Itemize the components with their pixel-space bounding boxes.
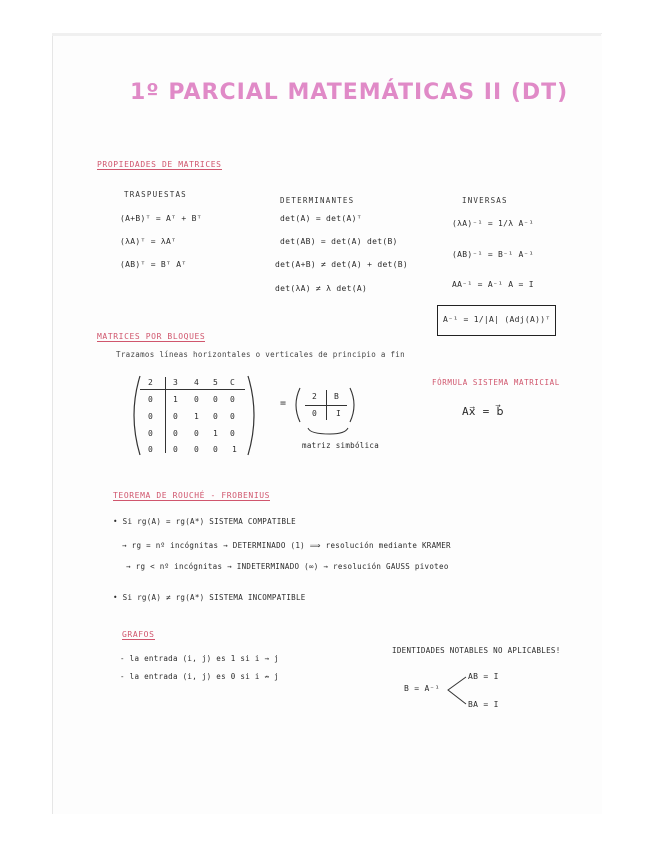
identity-top: AB = I bbox=[468, 672, 499, 681]
block-cell: 2 bbox=[312, 392, 318, 401]
block-cell: I bbox=[336, 409, 342, 418]
system-heading: FÓRMULA SISTEMA MATRICIAL bbox=[432, 378, 560, 387]
matrix-cell: 4 bbox=[194, 378, 200, 387]
page-title: 1º PARCIAL MATEMÁTICAS II (DT) bbox=[130, 80, 569, 105]
determinant-item: det(λA) ≠ λ det(A) bbox=[275, 284, 368, 293]
rouche-indeterminado: → rg < nº incógnitas → INDETERMINADO (∞) → resolución GAUSS pivoteo bbox=[126, 562, 449, 571]
identities-heading: IDENTIDADES NOTABLES NO APLICABLES! bbox=[392, 646, 561, 655]
matrix-cell: 0 bbox=[194, 395, 200, 404]
determinants-heading: DETERMINANTES bbox=[280, 196, 355, 205]
matrix-cell: 0 bbox=[230, 412, 236, 421]
block-label: matriz simbólica bbox=[302, 441, 380, 450]
matrix-cell: 0 bbox=[194, 445, 200, 454]
determinant-item: det(A) = det(A)ᵀ bbox=[280, 214, 362, 223]
matrix-cell: 1 bbox=[173, 395, 179, 404]
block-matrices-description: Trazamos líneas horizontales o verticales de principio a fin bbox=[116, 350, 405, 359]
matrix-cell: 1 bbox=[213, 429, 219, 438]
matrix-cell: 0 bbox=[173, 429, 179, 438]
properties-heading: PROPIEDADES DE MATRICES bbox=[97, 160, 222, 169]
rouche-heading: TEOREMA DE ROUCHÉ - FROBENIUS bbox=[113, 491, 271, 500]
rouche-incompatible: • Si rg(A) ≠ rg(A*) SISTEMA INCOMPATIBLE bbox=[113, 593, 306, 602]
equals-sign: = bbox=[280, 398, 287, 409]
matrix-cell: 0 bbox=[148, 412, 154, 421]
matrix-cell: 2 bbox=[148, 378, 154, 387]
inverse-item: AA⁻¹ = A⁻¹ A = I bbox=[452, 280, 534, 289]
graphs-item: - la entrada (i, j) es 1 si i → j bbox=[120, 654, 279, 663]
graphs-item: - la entrada (i, j) es 0 si i ↛ j bbox=[120, 672, 279, 681]
matrix-cell: 1 bbox=[232, 445, 238, 454]
matrix-cell: 0 bbox=[230, 395, 236, 404]
matrix-cell: 0 bbox=[148, 395, 154, 404]
graphs-heading: GRAFOS bbox=[122, 630, 155, 639]
matrix-cell: C bbox=[230, 378, 236, 387]
matrix-cell: 0 bbox=[148, 429, 154, 438]
transpose-heading: TRASPUESTAS bbox=[124, 190, 187, 199]
transpose-item: (A+B)ᵀ = Aᵀ + Bᵀ bbox=[120, 214, 202, 223]
matrix-cell: 0 bbox=[230, 429, 236, 438]
matrix-cell: 0 bbox=[213, 395, 219, 404]
inverses-heading: INVERSAS bbox=[462, 196, 508, 205]
identity-branch bbox=[0, 0, 1, 1]
matrix-cell: 0 bbox=[148, 445, 154, 454]
block-cell: B bbox=[334, 392, 340, 401]
matrix-cell: 5 bbox=[213, 378, 219, 387]
page-edge bbox=[52, 33, 601, 36]
inverse-item: (AB)⁻¹ = B⁻¹ A⁻¹ bbox=[452, 250, 534, 259]
rouche-determinado: → rg = nº incógnitas → DETERMINADO (1) ⟹ resolución mediante KRAMER bbox=[122, 541, 451, 550]
matrix-cell: 0 bbox=[194, 429, 200, 438]
block-cell: 0 bbox=[312, 409, 318, 418]
matrix-divider-vertical bbox=[165, 377, 166, 453]
determinant-item: det(AB) = det(A) det(B) bbox=[280, 237, 398, 246]
matrix-divider-horizontal bbox=[140, 389, 245, 390]
determinant-item: det(A+B) ≠ det(A) + det(B) bbox=[275, 260, 409, 269]
block-matrices-heading: MATRICES POR BLOQUES bbox=[97, 332, 206, 341]
transpose-item: (λA)ᵀ = λAᵀ bbox=[120, 237, 177, 246]
matrix-cell: 0 bbox=[173, 445, 179, 454]
rouche-compatible: • Si rg(A) = rg(A*) SISTEMA COMPATIBLE bbox=[113, 517, 296, 526]
matrix-cell: 0 bbox=[173, 412, 179, 421]
identity-left: B = A⁻¹ bbox=[404, 684, 440, 693]
matrix-cell: 3 bbox=[173, 378, 179, 387]
block-divider-vertical bbox=[326, 390, 327, 420]
inverse-formula: A⁻¹ = 1/|A| (Adj(A))ᵀ bbox=[443, 315, 551, 324]
transpose-item: (AB)ᵀ = Bᵀ Aᵀ bbox=[120, 260, 187, 269]
inverse-item: (λA)⁻¹ = 1/λ A⁻¹ bbox=[452, 219, 534, 228]
system-formula: Ax⃗ = b⃗ bbox=[462, 405, 504, 418]
matrix-cell: 0 bbox=[213, 412, 219, 421]
identity-bottom: BA = I bbox=[468, 700, 499, 709]
matrix-cell: 1 bbox=[194, 412, 200, 421]
matrix-cell: 0 bbox=[213, 445, 219, 454]
